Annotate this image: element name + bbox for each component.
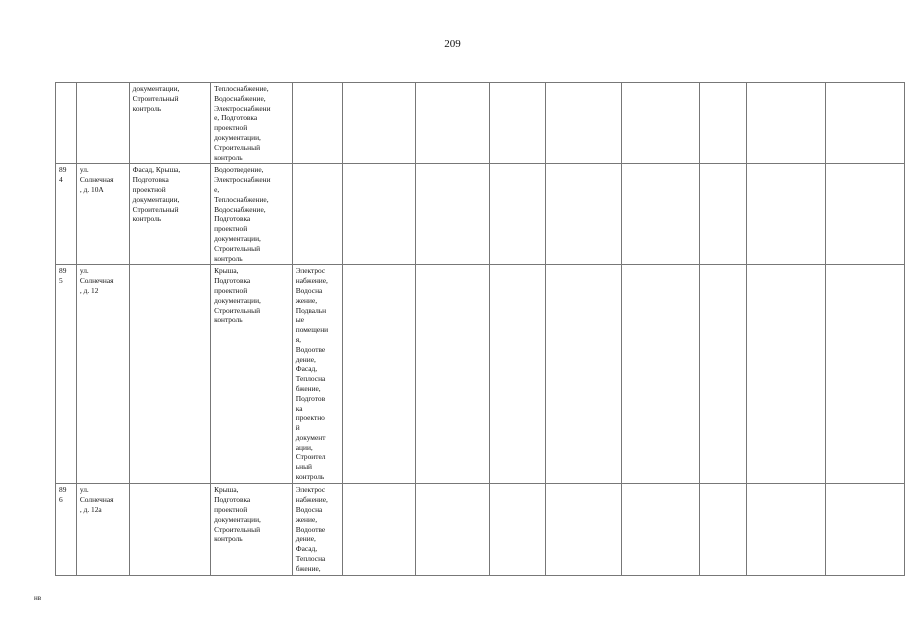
empty-cell (416, 83, 490, 164)
works-cell: Электрос набжение, Водосна жение, Водоотве дение, Фасад, Теплосна бжение, (292, 484, 342, 575)
works-cell: Теплоснабжение, Водоснабжение, Электроснабжени е, Подготовка проектной документации, Строительный контроль (211, 83, 293, 164)
empty-cell (490, 83, 546, 164)
empty-cell (546, 484, 622, 575)
empty-cell (700, 164, 746, 265)
row-number: 89 4 (56, 164, 77, 265)
empty-cell (621, 265, 700, 484)
empty-cell (826, 265, 905, 484)
page-number: 209 (444, 38, 461, 50)
address-cell: ул. Солнечная , д. 12 (76, 265, 129, 484)
empty-cell (746, 484, 826, 575)
works-table (55, 82, 905, 576)
works-cell (129, 484, 210, 575)
works-cell (129, 265, 210, 484)
empty-cell (416, 265, 490, 484)
empty-cell (621, 484, 700, 575)
empty-cell (826, 83, 905, 164)
empty-cell (746, 164, 826, 265)
address-cell (76, 83, 129, 164)
empty-cell (490, 484, 546, 575)
empty-cell (416, 484, 490, 575)
empty-cell (416, 164, 490, 265)
empty-cell (546, 83, 622, 164)
empty-cell (700, 484, 746, 575)
empty-cell (342, 83, 416, 164)
empty-cell (546, 164, 622, 265)
empty-cell (700, 83, 746, 164)
table-row (56, 83, 905, 164)
row-number: 89 5 (56, 265, 77, 484)
works-cell (292, 83, 342, 164)
works-cell: Водоотведение, Электроснабжени е, Теплоснабжение, Водоснабжение, Подготовка проектной документации, Строительный контроль (211, 164, 293, 265)
address-cell: ул. Солнечная , д. 10А (76, 164, 129, 265)
address-cell: ул. Солнечная , д. 12а (76, 484, 129, 575)
empty-cell (490, 164, 546, 265)
empty-cell (621, 83, 700, 164)
works-cell: Фасад, Крыша, Подготовка проектной документации, Строительный контроль (129, 164, 210, 265)
empty-cell (700, 265, 746, 484)
works-cell: Крыша, Подготовка проектной документации, Строительный контроль (211, 265, 293, 484)
empty-cell (826, 484, 905, 575)
empty-cell (342, 164, 416, 265)
table-row (56, 164, 905, 265)
row-number (56, 83, 77, 164)
table-row (56, 484, 905, 575)
empty-cell (342, 484, 416, 575)
empty-cell (621, 164, 700, 265)
row-number: 89 6 (56, 484, 77, 575)
empty-cell (546, 265, 622, 484)
works-cell: Электрос набжение, Водосна жение, Подвальн ые помещени я, Водоотве дение, Фасад, Теплосна бжение, Подготов ка проектно й документ ации, Строител ьный контроль (292, 265, 342, 484)
empty-cell (746, 265, 826, 484)
table-row (56, 265, 905, 484)
works-cell: документации, Строительный контроль (129, 83, 210, 164)
empty-cell (826, 164, 905, 265)
empty-cell (746, 83, 826, 164)
works-cell: Крыша, Подготовка проектной документации, Строительный контроль (211, 484, 293, 575)
works-cell (292, 164, 342, 265)
footer-mark: нв (34, 594, 42, 602)
empty-cell (490, 265, 546, 484)
empty-cell (342, 265, 416, 484)
